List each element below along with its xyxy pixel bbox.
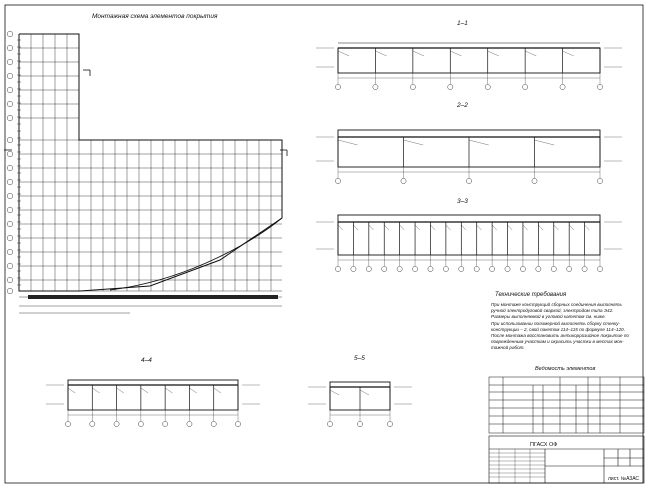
- drawing-line: [141, 388, 148, 393]
- axis-marker: [551, 266, 556, 271]
- drawing-line: [338, 51, 349, 56]
- axis-marker: [7, 31, 13, 37]
- drawing-line: [523, 225, 528, 230]
- axis-marker: [582, 266, 587, 271]
- drawing-line: [165, 388, 172, 393]
- axis-marker: [335, 84, 340, 89]
- axis-marker: [7, 207, 13, 213]
- drawing-line: [488, 51, 499, 56]
- schedule-table: [489, 377, 644, 433]
- axis-marker: [397, 266, 402, 271]
- section-1-1: [338, 43, 600, 73]
- drawing-line: [554, 225, 559, 230]
- axis-marker: [373, 84, 378, 89]
- axis-marker: [187, 421, 192, 426]
- note-line: Размеры выполняемой в угловой катетом см. ниже.: [491, 314, 606, 320]
- axis-marker: [382, 266, 387, 271]
- notes-text: [491, 302, 648, 352]
- axis-marker: [7, 263, 13, 269]
- axis-marker: [7, 87, 13, 93]
- drawing-line: [375, 51, 386, 56]
- drawing-line: [492, 225, 497, 230]
- drawing-line: [369, 225, 374, 230]
- drawing-line: [525, 51, 536, 56]
- section-3-3: [338, 215, 600, 255]
- note-line: При использовании полимерной выполнять сборку стенку-: [491, 320, 621, 326]
- drawing-line: [353, 225, 358, 230]
- axis-marker: [523, 84, 528, 89]
- axis-marker: [7, 165, 13, 171]
- note-line: тажной работ.: [491, 345, 525, 351]
- axis-marker: [7, 59, 13, 65]
- plan-title: Монтажная схема элементов покрытия: [92, 13, 218, 20]
- drawing-line: [413, 51, 424, 56]
- axis-marker: [7, 137, 13, 143]
- axis-marker: [443, 266, 448, 271]
- section-label-4-4: 4–4: [141, 357, 152, 364]
- note-line: поврежденным участкам и окрасить участки в местах мон-: [491, 339, 624, 345]
- note-line: ручной электродуговой сваркой, электродом типа Э42.: [491, 308, 614, 314]
- note-line: При монтаже конструкций сборных соединения выполнять: [491, 302, 622, 307]
- drawing-line: [430, 225, 435, 230]
- drawing-line: [384, 225, 389, 230]
- axis-marker: [459, 266, 464, 271]
- drawing-line: [585, 225, 590, 230]
- axis-marker: [428, 266, 433, 271]
- axis-marker: [448, 84, 453, 89]
- drawing-line: [92, 388, 99, 393]
- axis-marker: [7, 115, 13, 121]
- drawing-line: [330, 390, 339, 395]
- axis-marker: [7, 179, 13, 185]
- drawing-line: [508, 225, 513, 230]
- drawing-line: [569, 225, 574, 230]
- axis-marker: [7, 249, 13, 255]
- section-label-5-5: 5–5: [354, 355, 365, 362]
- drawing-line: [214, 388, 221, 393]
- axis-marker: [7, 73, 13, 79]
- axis-marker: [466, 178, 471, 183]
- axis-marker: [401, 178, 406, 183]
- plan-dimension-line: [19, 295, 282, 313]
- axis-marker: [597, 266, 602, 271]
- drawing-line: [68, 388, 75, 393]
- schedule-title: Ведомость элементов: [535, 366, 596, 372]
- drawing-line: [400, 225, 405, 230]
- axis-marker: [536, 266, 541, 271]
- notes-title: Технические требования: [495, 292, 567, 298]
- axis-marker: [163, 421, 168, 426]
- axis-marker: [505, 266, 510, 271]
- drawing-line: [189, 388, 196, 393]
- axis-marker: [7, 235, 13, 241]
- drawing-line: [360, 390, 369, 395]
- drawing-line: [446, 225, 451, 230]
- drawing-line: [535, 140, 555, 145]
- axis-marker: [597, 178, 602, 183]
- axis-marker: [335, 178, 340, 183]
- drawing-line: [538, 225, 543, 230]
- note-line: конструкции – 2, свой пакетом 114–115 по формуле 114–120.: [491, 326, 625, 332]
- axis-marker: [474, 266, 479, 271]
- axis-marker: [7, 45, 13, 51]
- axis-marker: [410, 84, 415, 89]
- axis-marker: [335, 266, 340, 271]
- axis-marker: [567, 266, 572, 271]
- axis-marker: [351, 266, 356, 271]
- axis-marker: [7, 193, 13, 199]
- section-label-3-3: 3–3: [457, 198, 468, 205]
- drawing-line: [450, 51, 461, 56]
- axis-marker: [597, 84, 602, 89]
- sheet-frame: [5, 5, 643, 483]
- drawing-line: [338, 225, 343, 230]
- axis-marker: [366, 266, 371, 271]
- drawing-line: [117, 388, 124, 393]
- axis-marker: [7, 221, 13, 227]
- axis-marker: [65, 421, 70, 426]
- axis-marker: [114, 421, 119, 426]
- note-line: После монтажа восстановить антикоррозийное покрытие по: [491, 333, 629, 339]
- drawing-line: [563, 51, 574, 56]
- axis-marker: [7, 151, 13, 157]
- drawing-line: [404, 140, 424, 145]
- drawing-line: [338, 140, 358, 145]
- section-4-4: [68, 380, 238, 410]
- section-label-1-1: 1–1: [457, 20, 468, 27]
- axis-marker: [387, 421, 392, 426]
- axis-marker: [532, 178, 537, 183]
- axis-marker: [412, 266, 417, 271]
- axis-marker: [490, 266, 495, 271]
- drawing-line: [469, 140, 489, 145]
- axis-marker: [327, 421, 332, 426]
- plan-grid: [7, 31, 282, 294]
- axis-marker: [7, 101, 13, 107]
- axis-marker: [211, 421, 216, 426]
- plan-diagonal-edge: [110, 218, 282, 290]
- plan-section-marks: [4, 70, 287, 156]
- drawing-line: [477, 225, 482, 230]
- drawing-line: [415, 225, 420, 230]
- axis-marker: [7, 288, 13, 294]
- section-label-2-2: 2–2: [457, 102, 468, 109]
- axis-marker: [90, 421, 95, 426]
- axis-marker: [485, 84, 490, 89]
- plan-outline: [19, 34, 282, 291]
- axis-marker: [560, 84, 565, 89]
- axis-marker: [138, 421, 143, 426]
- axis-marker: [357, 421, 362, 426]
- drawing-line: [461, 225, 466, 230]
- drawing-code: ПГАСХ ОФ: [530, 442, 558, 448]
- axis-marker: [7, 277, 13, 283]
- axis-marker: [520, 266, 525, 271]
- sheet-number: лист. №А3АС: [608, 476, 640, 482]
- axis-marker: [235, 421, 240, 426]
